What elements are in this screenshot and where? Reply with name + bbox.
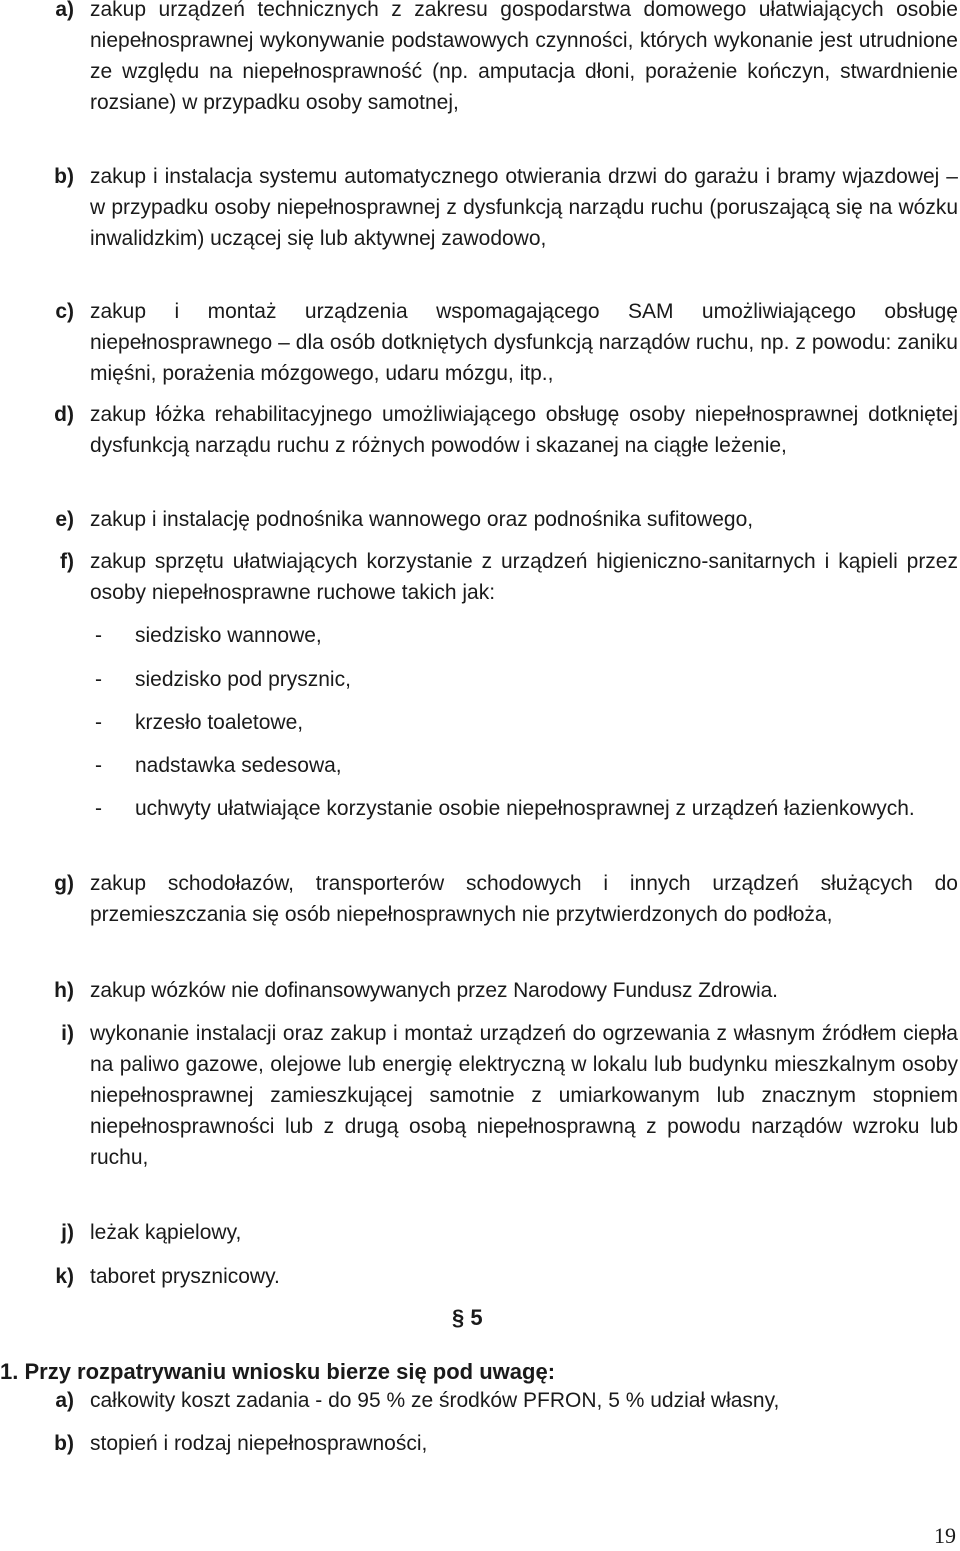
- sublist-dash: -: [95, 624, 102, 647]
- list-text: zakup i montaż urządzenia wspomagającego SAM umożliwiającego obsługę niepełnosprawnego – dla osób dotkniętych dysfunkcją narządów ruchu, np. z powodu: zaniku mięśni, porażenia mózgowego, udaru mózgu, itp.,: [90, 300, 958, 385]
- sublist-text: siedzisko wannowe,: [135, 624, 322, 647]
- list-label: e): [55, 508, 74, 531]
- list-label: b): [54, 165, 74, 188]
- list-text: stopień i rodzaj niepełnosprawności,: [90, 1432, 428, 1455]
- list-text: zakup i instalację podnośnika wannowego oraz podnośnika sufitowego,: [90, 508, 754, 531]
- sublist-dash: -: [95, 797, 102, 820]
- list-item-g: [0, 868, 958, 930]
- list-item-j: [0, 1217, 958, 1248]
- list-text: zakup schodołazów, transporterów schodowych i innych urządzeń służących do przemieszczania się osób niepełnosprawnych nie przytwierdzonych do podłoża,: [90, 872, 958, 926]
- sublist-item: [95, 793, 958, 824]
- list-label: g): [54, 872, 74, 895]
- list-item-f: [0, 546, 958, 608]
- sublist-text: siedzisko pod prysznic,: [135, 668, 351, 691]
- page-number: 19: [934, 1523, 956, 1548]
- list-text: leżak kąpielowy,: [90, 1221, 242, 1244]
- list-item-e: [0, 504, 958, 535]
- list-label: a): [55, 1389, 74, 1412]
- sublist-dash: -: [95, 668, 102, 691]
- list-label: f): [60, 550, 74, 573]
- sublist-text: krzesło toaletowe,: [135, 711, 304, 734]
- list-text: zakup i instalacja systemu automatycznego otwierania drzwi do garażu i bramy wjazdowej – w przypadku osoby niepełnosprawnej z dysfunkcją narządu ruchu (poruszającą się na wózku inwalidzkim) uczącej się lub aktywnej zawodowo,: [90, 165, 958, 250]
- list-label: a): [55, 0, 74, 21]
- sublist-item: [95, 707, 958, 738]
- list-label: j): [61, 1221, 74, 1244]
- list-text: całkowity koszt zadania - do 95 % ze środków PFRON, 5 % udział własny,: [90, 1389, 780, 1412]
- list-item-h: [0, 975, 958, 1006]
- sublist-item: [95, 620, 958, 651]
- list2-item-b: [0, 1428, 958, 1459]
- list-label: d): [54, 403, 74, 426]
- list-label: b): [54, 1432, 74, 1455]
- list-text: zakup łóżka rehabilitacyjnego umożliwiającego obsługę osoby niepełnosprawnej dotkniętej dysfunkcją narządu ruchu z różnych powodów i skazanej na ciągłe leżenie,: [90, 403, 958, 457]
- sublist-item: [95, 750, 958, 781]
- sublist-text: uchwyty ułatwiające korzystanie osobie niepełnosprawnej z urządzeń łazienkowych.: [135, 797, 915, 820]
- list-item-k: [0, 1261, 958, 1292]
- list-text: zakup sprzętu ułatwiających korzystanie z urządzeń higieniczno-sanitarnych i kąpieli przez osoby niepełnosprawne ruchowe takich jak:: [90, 550, 958, 604]
- list-label: i): [61, 1022, 74, 1045]
- sublist-text: nadstawka sedesowa,: [135, 754, 342, 777]
- list-item-a: [0, 0, 958, 118]
- sublist-item: [95, 664, 958, 695]
- sublist-dash: -: [95, 711, 102, 734]
- list-item-c: [0, 296, 958, 389]
- list-label: c): [55, 300, 74, 323]
- list-text: taboret prysznicowy.: [90, 1265, 280, 1288]
- point-heading: 1. Przy rozpatrywaniu wniosku bierze się pod uwagę:: [0, 1359, 556, 1384]
- list-text: wykonanie instalacji oraz zakup i montaż urządzeń do ogrzewania z własnym źródłem ciepła na paliwo gazowe, olejowe lub energię elektryczną w lokalu lub budynku mieszkalnym osoby niepełnosprawnej zamieszkującej samotnie z umiarkowanym lub znacznym stopniem niepełnosprawności lub z drugą osobą niepełnosprawną z powodu narządów wzroku lub ruchu,: [90, 1022, 958, 1169]
- list-text: zakup urządzeń technicznych z zakresu gospodarstwa domowego ułatwiających osobie niepełnosprawnej wykonywanie podstawowych czynności, których wykonanie jest utrudnione ze względu na niepełnosprawność (np. amputacja dłoni, porażenie kończyn, stwardnienie rozsiane) w przypadku osoby samotnej,: [90, 0, 958, 114]
- list-label: h): [54, 979, 74, 1002]
- sublist-dash: -: [95, 754, 102, 777]
- list-item-b: [0, 161, 958, 254]
- list-item-d: [0, 399, 958, 461]
- list2-item-a: [0, 1385, 958, 1416]
- list-item-i: [0, 1018, 958, 1173]
- list-label: k): [55, 1265, 74, 1288]
- list-text: zakup wózków nie dofinansowywanych przez Narodowy Fundusz Zdrowia.: [90, 979, 778, 1002]
- section-number: § 5: [452, 1305, 483, 1330]
